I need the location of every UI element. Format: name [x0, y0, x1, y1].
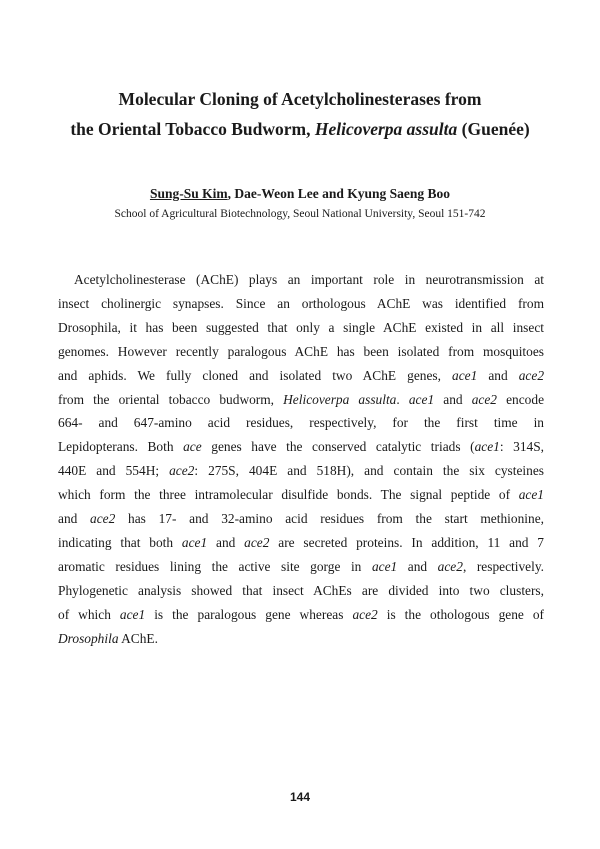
gene-name: ace1 — [518, 487, 544, 503]
text-run: encode — [496, 391, 544, 407]
gene-name: ace2 — [352, 606, 378, 622]
author-list — [40, 185, 560, 203]
abstract-line — [58, 627, 544, 651]
gene-name: ace1 — [474, 439, 500, 455]
abstract-line: Phylogenetic analysis showed that insect AChEs are divided into two clusters, — [58, 582, 544, 598]
text-run: from the oriental tobacco budworm, — [58, 391, 284, 407]
text-run: aromatic residues lining the active site gorge in — [58, 558, 372, 574]
abstract-line: Drosophila, it has been suggested that only a single AChE existed in all insect — [58, 319, 544, 335]
abstract-line — [58, 603, 544, 627]
text-run: are secreted proteins. In addition, 11 and 7 — [269, 534, 544, 550]
text-run: is the othologous gene of — [377, 606, 544, 622]
abstract-line — [58, 483, 544, 507]
text-run: and — [58, 511, 91, 527]
gene-name: ace — [183, 439, 202, 455]
page-number: 144 — [289, 790, 311, 804]
text-run: has 17- and 32-amino acid residues from the start methionine, — [115, 511, 544, 527]
species-name: Helicoverpa assulta — [283, 391, 397, 407]
gene-name: ace2 — [90, 511, 116, 527]
text-run: 440E and 554H; — [58, 463, 170, 479]
gene-name: ace1 — [371, 558, 398, 574]
title-line-1: Molecular Cloning of Acetylcholinesterases from — [118, 89, 482, 109]
text-run: indicating that both — [58, 534, 182, 550]
title-species-name: Helicoverpa assulta — [314, 119, 458, 139]
text-run: AChE. — [118, 630, 158, 646]
abstract-line — [58, 507, 544, 531]
gene-name: ace1 — [408, 391, 435, 407]
title-line-2-prefix: the Oriental Tobacco Budworm, — [70, 119, 315, 139]
text-run: and — [477, 367, 519, 383]
text-run: and — [397, 558, 438, 574]
gene-name: ace1 — [181, 534, 208, 550]
text-run: . — [396, 391, 409, 407]
text-run: genes have the conserved catalytic triads ( — [201, 439, 475, 455]
abstract-line — [58, 364, 544, 388]
abstract-line: genomes. However recently paralogous AChE has been isolated from mosquitoes — [58, 343, 544, 359]
presenting-author: Sung-Su Kim — [149, 186, 228, 201]
paper-title — [40, 84, 560, 144]
text-run: and — [207, 534, 245, 550]
gene-name: ace1 — [452, 367, 478, 383]
text-run: and aphids. We fully cloned and isolated two AChE genes, — [58, 367, 453, 383]
abstract-line — [58, 531, 544, 555]
gene-name: ace2 — [471, 391, 497, 407]
text-run: : 275S, 404E and 518H), and contain the six cysteines — [194, 463, 544, 479]
text-run: : 314S, — [499, 439, 544, 455]
species-name: Drosophila — [58, 630, 119, 646]
abstract-body — [58, 268, 544, 651]
abstract-line — [58, 435, 544, 459]
gene-name: ace2 — [518, 367, 544, 383]
abstract-line — [58, 459, 544, 483]
text-run: and — [434, 391, 472, 407]
abstract-line: Acetylcholinesterase (AChE) plays an important role in neurotransmission at — [74, 272, 544, 287]
abstract-line — [58, 388, 544, 412]
gene-name: ace2 — [244, 534, 270, 550]
co-authors: , Dae-Weon Lee and Kyung Saeng Boo — [227, 186, 451, 201]
title-line-2-suffix: (Guenée) — [457, 119, 530, 139]
text-run: is the paralogous gene whereas — [145, 606, 353, 622]
abstract-line: 664- and 647-amino acid residues, respectively, for the first time in — [58, 415, 544, 431]
gene-name: ace2 — [169, 463, 195, 479]
abstract-line: insect cholinergic synapses. Since an orthologous AChE was identified from — [58, 295, 544, 311]
affiliation: School of Agricultural Biotechnology, Seoul National University, Seoul 151-742 — [114, 208, 486, 220]
title-line-2 — [40, 114, 560, 144]
text-run: which form the three intramolecular disulfide bonds. The signal peptide of — [58, 487, 519, 503]
abstract-line — [58, 555, 544, 579]
gene-name: ace1 — [119, 606, 146, 622]
text-run: , respectively. — [462, 558, 544, 574]
gene-name: ace2 — [437, 558, 463, 574]
text-run: of which — [58, 606, 120, 622]
text-run: Lepidopterans. Both — [58, 439, 184, 455]
